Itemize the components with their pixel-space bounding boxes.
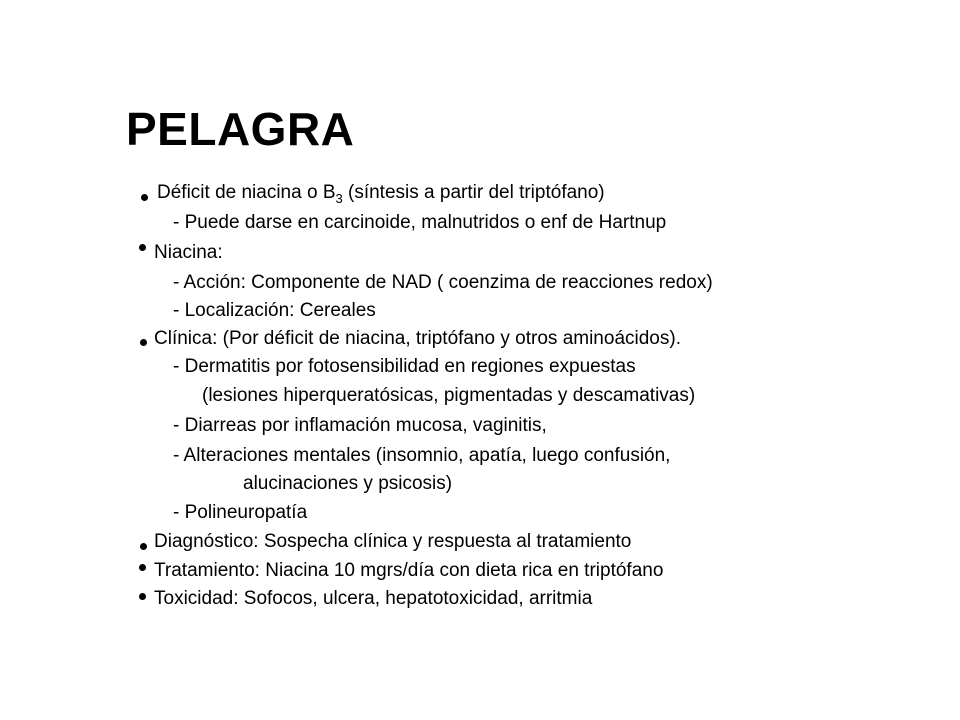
bullet-icon — [140, 543, 147, 550]
bullet-niacina: Niacina: — [154, 242, 223, 263]
bullet-icon — [140, 339, 147, 346]
sub-item-alteraciones: - Alteraciones mentales (insomnio, apatía, luego confusión, — [173, 445, 671, 466]
sub-item-alucinaciones: alucinaciones y psicosis) — [243, 473, 453, 494]
deficit-text-before: Déficit de niacina o B — [157, 182, 336, 203]
slide-title: PELAGRA — [126, 103, 355, 155]
bullet-clinica: Clínica: (Por déficit de niacina, triptófano y otros aminoácidos). — [154, 328, 681, 349]
bullet-diagnostico: Diagnóstico: Sospecha clínica y respuesta al tratamiento — [154, 531, 632, 552]
sub-item-localizacion: - Localización: Cereales — [173, 300, 376, 321]
sub-item-causes: - Puede darse en carcinoide, malnutridos o enf de Hartnup — [173, 212, 667, 233]
bullet-icon — [139, 593, 146, 600]
sub-item-accion: - Acción: Componente de NAD ( coenzima de reacciones redox) — [173, 272, 713, 293]
sub-item-dermatitis: - Dermatitis por fotosensibilidad en regiones expuestas — [173, 356, 636, 377]
sub-item-lesiones: (lesiones hiperqueratósicas, pigmentadas y descamativas) — [202, 385, 696, 406]
sub-item-polineuropatia: - Polineuropatía — [173, 502, 308, 523]
deficit-subscript: 3 — [335, 190, 343, 206]
bullet-tratamiento: Tratamiento: Niacina 10 mgrs/día con dieta rica en triptófano — [154, 560, 664, 581]
bullet-icon — [141, 194, 148, 201]
deficit-text-after: (síntesis a partir del triptófano) — [342, 182, 605, 203]
bullet-icon — [139, 564, 146, 571]
bullet-deficit — [157, 181, 605, 205]
bullet-toxicidad: Toxicidad: Sofocos, ulcera, hepatotoxicidad, arritmia — [154, 588, 593, 609]
bullet-icon — [139, 244, 146, 251]
sub-item-diarreas: - Diarreas por inflamación mucosa, vaginitis, — [173, 415, 547, 436]
